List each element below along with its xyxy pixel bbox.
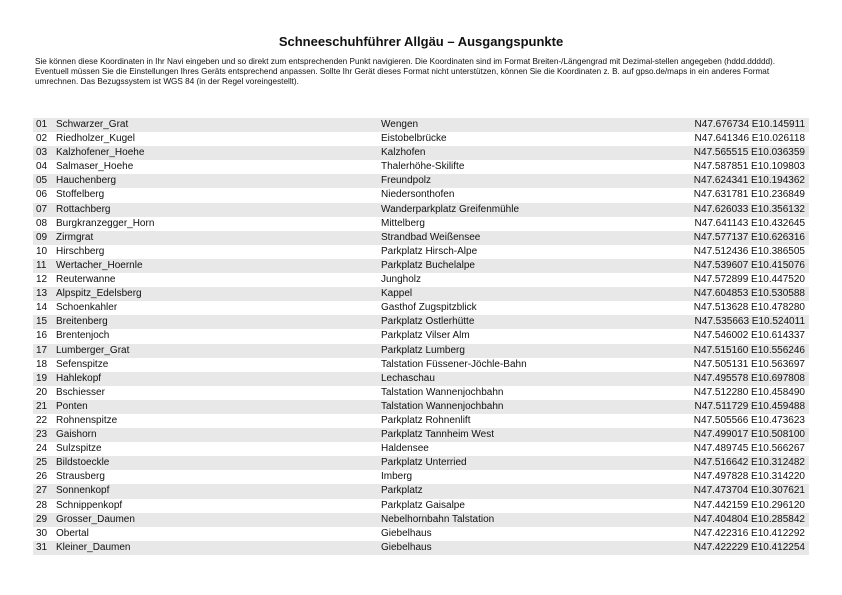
starting-point: Jungholz — [381, 274, 422, 286]
row-number: 13 — [36, 288, 48, 300]
table-row — [33, 372, 809, 386]
coordinates: N47.604853 E10.530588 — [693, 288, 805, 300]
row-number: 21 — [36, 400, 48, 412]
summit-name: Sonnenkopf — [56, 485, 110, 497]
summit-name: Stoffelberg — [56, 189, 105, 201]
starting-point: Kappel — [381, 288, 413, 300]
table-row — [33, 174, 809, 188]
starting-point: Wanderparkplatz Greifenmühle — [381, 203, 520, 215]
row-number: 06 — [36, 189, 48, 201]
row-number: 01 — [36, 119, 48, 130]
summit-name: Alpspitz_Edelsberg — [56, 288, 142, 300]
row-number: 18 — [36, 358, 48, 370]
coordinates: N47.404804 E10.285842 — [693, 513, 805, 525]
starting-point: Strandbad Weißensee — [381, 231, 481, 243]
intro-text — [35, 57, 807, 87]
table-row — [33, 273, 809, 287]
coordinates-table — [33, 118, 809, 555]
starting-point: Niedersonthofen — [381, 189, 455, 201]
table-row — [33, 287, 809, 301]
row-number: 07 — [36, 203, 48, 215]
row-number: 12 — [36, 274, 48, 286]
starting-point: Parkplatz Hirsch-Alpe — [381, 245, 478, 257]
table-row — [33, 160, 809, 174]
table-row — [33, 118, 809, 132]
summit-name: Kalzhofener_Hoehe — [56, 147, 145, 159]
coordinates: N47.572899 E10.447520 — [693, 274, 805, 286]
starting-point: Parkplatz Vilser Alm — [381, 330, 470, 342]
row-number: 09 — [36, 231, 48, 243]
summit-name: Obertal — [56, 527, 89, 539]
starting-point: Parkplatz Unterried — [381, 457, 467, 469]
row-number: 05 — [36, 175, 48, 187]
summit-name: Hirschberg — [56, 245, 105, 257]
coordinates: N47.641143 E10.432645 — [694, 217, 805, 229]
coordinates: N47.577137 E10.626316 — [693, 231, 805, 243]
summit-name: Schnippenkopf — [56, 499, 123, 511]
summit-name: Strausberg — [56, 471, 105, 483]
page-title: Schneeschuhführer Allgäu – Ausgangspunkte — [278, 34, 564, 49]
row-number: 03 — [36, 147, 48, 159]
summit-name: Bildstoeckle — [56, 457, 110, 469]
row-number: 25 — [36, 457, 48, 469]
starting-point: Parkplatz — [381, 485, 423, 497]
table-row — [33, 386, 809, 400]
starting-point: Parkplatz Rohnenlift — [381, 414, 471, 426]
starting-point: Talstation Wannenjochbahn — [381, 400, 504, 412]
summit-name: Grosser_Daumen — [56, 513, 135, 525]
table-row — [33, 456, 809, 470]
row-number: 08 — [36, 217, 48, 229]
summit-name: Reuterwanne — [56, 274, 116, 286]
row-number: 30 — [36, 527, 48, 539]
starting-point: Kalzhofen — [381, 147, 426, 159]
starting-point: Mittelberg — [381, 217, 425, 229]
coordinates: N47.539607 E10.415076 — [693, 259, 805, 271]
coordinates: N47.513628 E10.478280 — [693, 302, 805, 314]
summit-name: Kleiner_Daumen — [56, 541, 131, 553]
row-number: 24 — [36, 443, 48, 455]
coordinates: N47.497828 E10.314220 — [693, 471, 805, 483]
table-row — [33, 428, 809, 442]
table-row — [33, 499, 809, 513]
table-row — [33, 188, 809, 202]
row-number: 23 — [36, 429, 48, 441]
table-row — [33, 400, 809, 414]
coordinates: N47.473704 E10.307621 — [693, 485, 805, 497]
row-number: 04 — [36, 161, 48, 173]
table-row — [33, 344, 809, 358]
row-number: 16 — [36, 330, 48, 342]
row-number: 31 — [36, 541, 48, 553]
row-number: 26 — [36, 471, 48, 483]
intro-paragraph-2: Eventuell müssen Sie die Einstellungen Ihres Geräts entsprechend anpassen. Sollte Ihr Gerät dieses Format nicht unterstützen, können Sie die Koordinaten z. B. auf gpso.de/maps in ein anderes Format umrechnen. Das Bezugssystem ist WGS 84 (in der Regel voreingestellt). — [35, 67, 770, 86]
summit-name: Gaishorn — [56, 429, 97, 441]
row-number: 27 — [36, 485, 48, 497]
table-row — [33, 527, 809, 541]
starting-point: Talstation Wannenjochbahn — [381, 386, 504, 398]
coordinates: N47.624341 E10.194362 — [693, 175, 805, 187]
table-row — [33, 442, 809, 456]
summit-name: Hahlekopf — [56, 372, 102, 384]
coordinates: N47.626033 E10.356132 — [693, 203, 805, 215]
table-row — [33, 245, 809, 259]
coordinates: N47.505566 E10.473623 — [693, 414, 805, 426]
starting-point: Gasthof Zugspitzblick — [381, 302, 477, 314]
coordinates: N47.442159 E10.296120 — [693, 499, 805, 511]
coordinates: N47.499017 E10.508100 — [693, 429, 805, 441]
table-row — [33, 329, 809, 343]
starting-point: Imberg — [381, 471, 413, 483]
table-row — [33, 217, 809, 231]
table-row — [33, 541, 809, 555]
row-number: 15 — [36, 316, 48, 328]
summit-name: Brentenjoch — [56, 330, 110, 342]
summit-name: Zirmgrat — [56, 231, 94, 243]
coordinates: N47.505131 E10.563697 — [693, 358, 805, 370]
row-number: 19 — [36, 372, 48, 384]
table-row — [33, 146, 809, 160]
table-row — [33, 259, 809, 273]
starting-point: Giebelhaus — [381, 527, 432, 539]
row-number: 22 — [36, 414, 48, 426]
starting-point: Parkplatz Tannheim West — [381, 429, 495, 441]
table-row — [33, 484, 809, 498]
row-number: 20 — [36, 386, 48, 398]
starting-point: Parkplatz Buchelalpe — [381, 259, 475, 271]
coordinates: N47.512280 E10.458490 — [693, 386, 805, 398]
coordinates: N47.422229 E10.412254 — [693, 541, 805, 553]
coordinates: N47.631781 E10.236849 — [693, 189, 805, 201]
table-row — [33, 513, 809, 527]
starting-point: Wengen — [381, 119, 419, 130]
table-row — [33, 315, 809, 329]
coordinates: N47.546002 E10.614337 — [693, 330, 805, 342]
coordinates: N47.512436 E10.386505 — [693, 245, 805, 257]
row-number: 29 — [36, 513, 48, 525]
table-row — [33, 414, 809, 428]
starting-point: Nebelhornbahn Talstation — [381, 513, 495, 525]
starting-point: Eistobelbrücke — [381, 133, 447, 145]
summit-name: Wertacher_Hoernle — [56, 259, 143, 271]
coordinates: N47.641346 E10.026118 — [694, 133, 805, 145]
summit-name: Hauchenberg — [56, 175, 117, 187]
summit-name: Rohnenspitze — [56, 414, 118, 426]
summit-name: Salmaser_Hoehe — [56, 161, 134, 173]
table-row — [33, 470, 809, 484]
starting-point: Lechaschau — [381, 372, 435, 384]
table-row — [33, 358, 809, 372]
coordinates: N47.511729 E10.459488 — [694, 400, 805, 412]
coordinates: N47.422316 E10.412292 — [693, 527, 805, 539]
starting-point: Parkplatz Lumberg — [381, 344, 465, 356]
summit-name: Sefenspitze — [56, 358, 109, 370]
intro-paragraph-1: Sie können diese Koordinaten in Ihr Navi eingeben und so direkt zum entsprechenden Punkt navigieren. Die Koordinaten sind im Format Breiten-/Längengrad mit Dezimal-stellen angegeben (hddd.ddddd). — [35, 57, 776, 66]
row-number: 11 — [36, 259, 47, 271]
starting-point: Parkplatz Ostlerhütte — [381, 316, 475, 328]
row-number: 02 — [36, 133, 48, 145]
coordinates: N47.565515 E10.036359 — [693, 147, 805, 159]
starting-point: Giebelhaus — [381, 541, 432, 553]
row-number: 14 — [36, 302, 48, 314]
summit-name: Sulzspitze — [56, 443, 102, 455]
summit-name: Schwarzer_Grat — [56, 119, 129, 130]
starting-point: Freundpolz — [381, 175, 432, 187]
table-row — [33, 301, 809, 315]
table-row — [33, 132, 809, 146]
table-row — [33, 231, 809, 245]
row-number: 17 — [36, 344, 48, 356]
coordinates: N47.587851 E10.109803 — [693, 161, 805, 173]
row-number: 28 — [36, 499, 48, 511]
summit-name: Lumberger_Grat — [56, 344, 130, 356]
summit-name: Schoenkahler — [56, 302, 118, 314]
summit-name: Breitenberg — [56, 316, 108, 328]
coordinates: N47.489745 E10.566267 — [693, 443, 805, 455]
starting-point: Parkplatz Gaisalpe — [381, 499, 465, 511]
table-row — [33, 203, 809, 217]
row-number: 10 — [36, 245, 48, 257]
summit-name: Burgkranzegger_Horn — [56, 217, 155, 229]
coordinates: N47.515160 E10.556246 — [693, 344, 805, 356]
summit-name: Rottachberg — [56, 203, 111, 215]
coordinates: N47.495578 E10.697808 — [693, 372, 805, 384]
starting-point: Haldensee — [381, 443, 429, 455]
starting-point: Talstation Füssener-Jöchle-Bahn — [381, 358, 527, 370]
summit-name: Ponten — [56, 400, 88, 412]
summit-name: Bschiesser — [56, 386, 105, 398]
summit-name: Riedholzer_Kugel — [56, 133, 135, 145]
coordinates: N47.676734 E10.145911 — [694, 119, 805, 130]
starting-point: Thalerhöhe-Skilifte — [381, 161, 465, 173]
coordinates: N47.516642 E10.312482 — [693, 457, 805, 469]
coordinates: N47.535663 E10.524011 — [694, 316, 805, 328]
